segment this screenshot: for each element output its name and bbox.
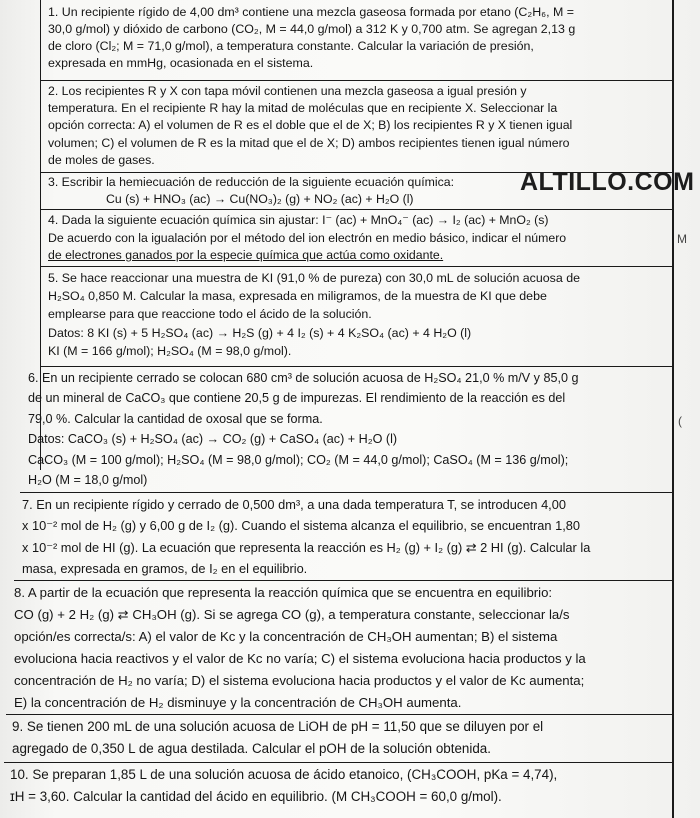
side-mark-m: M — [677, 232, 687, 246]
q5-line-1: 5. Se hace reaccionar una muestra de KI (91,0 % de pureza) con 30,0 mL de solución acuosa de — [48, 271, 580, 285]
question-10 — [2, 764, 674, 812]
q5-line-5: KI (M = 166 g/mol); H₂SO₄ (M = 98,0 g/mol). — [48, 343, 292, 358]
q4-line-1: 4. Dada la siguiente ecuación química sin ajustar: I⁻ (ac) + MnO₄⁻ (ac) → I₂ (ac) + MnO₂ (s) — [48, 213, 549, 227]
q6-line-2: de un mineral de CaCO₃ que contiene 20,5 g de impurezas. El rendimiento de la reacción es del — [28, 391, 566, 406]
q3-equation: Cu (s) + HNO₃ (ac) → Cu(NO₃)₂ (g) + NO₂ (ac) + H₂O (l) — [106, 192, 414, 206]
q7-line-2: x 10⁻² mol de H₂ (g) y 6,00 g de I₂ (g). Cuando el sistema alcanza el equilibrio, se encuentran 1,80 — [22, 518, 581, 534]
question-7 — [14, 494, 674, 581]
q10-line-1: 10. Se preparan 1,85 L de una solución acuosa de ácido etanoico, (CH₃COOH, pKa = 4,74), — [10, 767, 558, 782]
q8-line-6: E) la concentración de H₂ disminuye y la concentración de CH₃OH aumenta. — [14, 694, 462, 710]
q5-line-2: H₂SO₄ 0,850 M. Calcular la masa, expresada en miligramos, de la muestra de KI que debe — [48, 289, 547, 304]
question-6 — [20, 368, 674, 493]
q7-line-1: 7. En un recipiente rígido y cerrado de 0,500 dm³, a una dada temperatura T, se introducen 4,00 — [22, 497, 566, 512]
q1-line-1: 1. Un recipiente rígido de 4,00 dm³ contiene una mezcla gaseosa formada por etano (C₂H₆, M = — [48, 5, 575, 19]
q1-line-2: 30,0 g/mol) y dióxido de carbono (CO₂, M = 44,0 g/mol) a 312 K y 0,700 atm. Se agregan 2,13 g — [48, 22, 576, 36]
q4-line-3: de electrones ganados por la especie química que actúa como oxidante. — [48, 248, 444, 262]
q2-line-4: volumen; C) el volumen de R es la mitad que el de X; D) ambos recipientes tienen igual número — [48, 135, 570, 150]
q5-line-4: Datos: 8 KI (s) + 5 H₂SO₄ (ac) → H₂S (g) + 4 I₂ (s) + 4 K₂SO₄ (ac) + 4 H₂O (l) — [48, 325, 472, 340]
q2-line-2: temperatura. En el recipiente R hay la mitad de moléculas que en recipiente X. Seleccionar la — [48, 101, 558, 116]
q6-line-6: H₂O (M = 18,0 g/mol) — [28, 473, 148, 488]
question-1 — [40, 4, 674, 81]
q1-line-3: de cloro (Cl₂; M = 71,0 g/mol), a temperatura constante. Calcular la variación de presión, — [48, 39, 534, 53]
question-8 — [6, 582, 674, 715]
q2-line-5: de moles de gases. — [48, 152, 155, 167]
q9-line-2: agregado de 0,350 L de agua destilada. Calcular el pOH de la solución obtenida. — [12, 741, 491, 756]
q10-line-2: ɪH = 3,60. Calcular la cantidad del ácido en equilibrio. (M CH₃COOH = 60,0 g/mol). — [10, 789, 502, 804]
q3-line-1: 3. Escribir la hemiecuación de reducción de la siguiente ecuación química: — [48, 175, 455, 189]
q8-line-5: concentración de H₂ no varía; D) el sistema evoluciona hacia productos y el valor de Kc aumenta; — [14, 672, 585, 688]
q1-line-4: expresada en mmHg, ocasionada en el sistema. — [48, 56, 314, 70]
q2-line-1: 2. Los recipientes R y X con tapa móvil contienen una mezcla gaseosa a igual presión y — [48, 84, 527, 98]
q6-line-5: CaCO₃ (M = 100 g/mol); H₂SO₄ (M = 98,0 g/mol); CO₂ (M = 44,0 g/mol); CaSO₄ (M = 136 g/mol); — [28, 452, 569, 467]
question-9 — [4, 716, 674, 763]
question-4 — [40, 212, 674, 267]
q4-line-2: De acuerdo con la igualación por el método del ion electrón en medio básico, indicar el número — [48, 230, 567, 245]
q8-line-2: CO (g) + 2 H₂ (g) ⇄ CH₃OH (g). Si se agrega CO (g), a temperatura constante, seleccionar la/s — [14, 606, 570, 622]
q5-line-3: emplearse para que reaccione todo el ácido de la solución. — [48, 307, 372, 322]
q8-line-3: opción/es correcta/s: A) el valor de Kc y la concentración de CH₃OH aumentan; B) el sistema — [14, 628, 558, 644]
q9-line-1: 9. Se tienen 200 mL de una solución acuosa de LiOH de pH = 11,50 que se diluyen por el — [12, 719, 544, 734]
q2-line-3: opción correcta: A) el volumen de R es el doble que el de X; B) los recipientes R y X tienen igual — [48, 118, 573, 133]
q6-line-3: 79,0 %. Calcular la cantidad de oxosal que se forma. — [28, 411, 323, 426]
q6-line-1: 6. En un recipiente cerrado se colocan 680 cm³ de solución acuosa de H₂SO₄ 21,0 % m/V y 85,0 g — [28, 371, 579, 385]
q7-line-4: masa, expresada en gramos, de I₂ en el equilibrio. — [22, 560, 308, 576]
q6-line-4: Datos: CaCO₃ (s) + H₂SO₄ (ac) → CO₂ (g) + CaSO₄ (ac) + H₂O (l) — [28, 432, 398, 447]
question-2 — [40, 83, 674, 173]
q8-line-1: 8. A partir de la ecuación que representa la reacción química que se encuentra en equilibrio: — [14, 585, 553, 600]
question-5 — [40, 269, 674, 367]
q8-line-4: evoluciona hacia reactivos y el valor de Kc no varía; C) el sistema evoluciona hacia productos y la — [14, 650, 586, 666]
q7-line-3: x 10⁻² mol de HI (g). La ecuación que representa la reacción es H₂ (g) + I₂ (g) ⇄ 2 HI (g). Calcular la — [22, 539, 591, 555]
side-mark-paren: ( — [678, 414, 682, 428]
watermark-logo: ALTILLO.COM — [520, 168, 695, 196]
